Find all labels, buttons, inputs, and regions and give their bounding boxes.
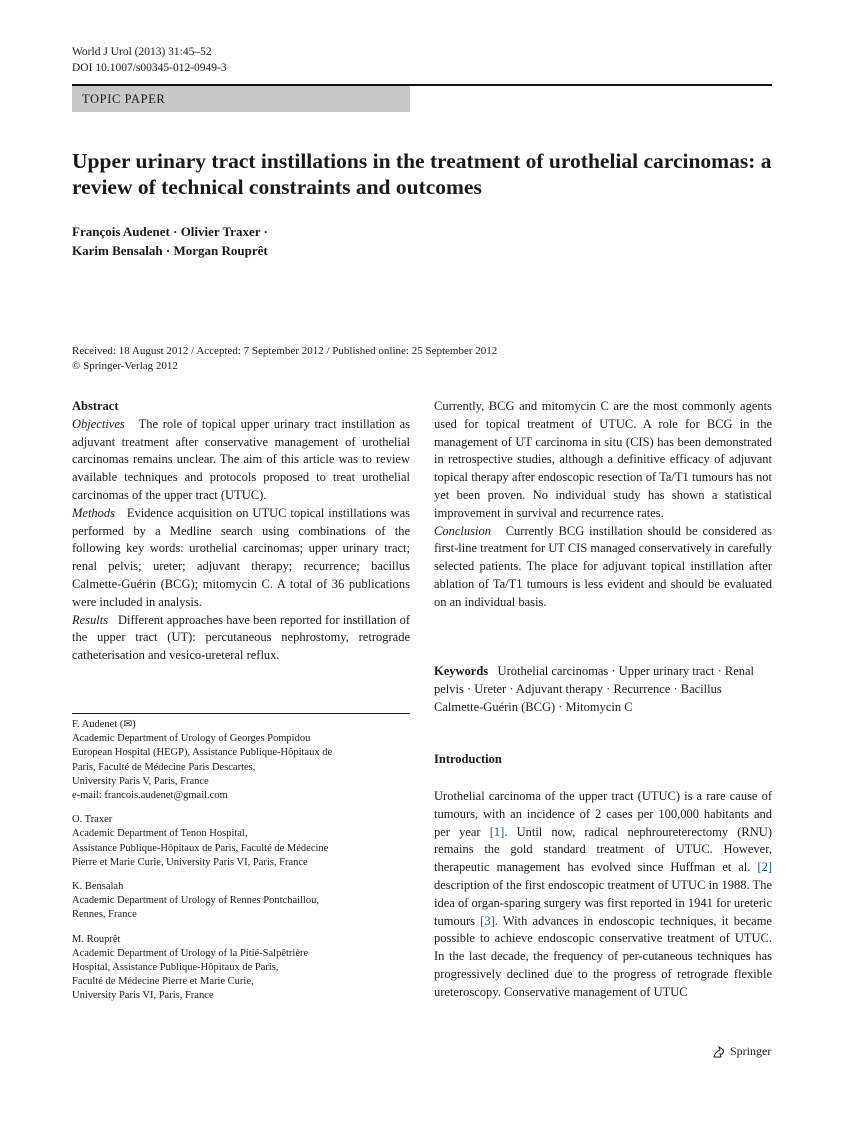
affiliation-line: Academic Department of Urology of la Pitié-Salpêtrière bbox=[72, 947, 309, 959]
received-line: Received: 18 August 2012 / Accepted: 7 September 2012 / Published online: 25 September 2012 bbox=[72, 345, 498, 357]
affiliation-author: F. Audenet (✉) bbox=[72, 719, 136, 730]
affiliation-line: Pierre et Marie Curie, University Paris VI, Paris, France bbox=[72, 856, 308, 868]
conclusion-label: Conclusion bbox=[434, 523, 491, 538]
intro-text-4: . With advances in endoscopic techniques, it became possible to achieve endoscopic conservative treatment of UTUC. In the last decade, the frequency of per-cutaneous techniques has progressively declined due to the progress of retrograde flexible ureteroscopy. Conservative management of UTUC bbox=[434, 913, 772, 999]
conclusion-text: Currently BCG instillation should be considered as first-line treatment for UT CIS managed conservatively in carefully selected patients. The place for adjuvant topical instillation after ablation of Ta/T1 tumours is less evident and should be evaluated on an individual basis. bbox=[434, 523, 773, 609]
keywords-label: Keywords bbox=[434, 664, 489, 678]
affiliation-line: Paris, Faculté de Médecine Paris Descartes, bbox=[72, 761, 256, 773]
affiliation-line: Academic Department of Urology of Rennes Pontchaillou, bbox=[72, 895, 319, 907]
author-list bbox=[72, 222, 268, 260]
methods-text: Evidence acquisition on UTUC topical instillations was performed by a Medline search using combinations of the following key words: urothelial carcinomas; upper urinary tract; renal pelvis; ureter; adjuvant therapy; recurrence; bacillus Calmette-Guérin (BCG); mitomycin C. A total of 36 publications were included in analysis. bbox=[72, 505, 410, 609]
abstract-right-column bbox=[434, 398, 772, 612]
section-label: TOPIC PAPER bbox=[72, 86, 410, 112]
affiliation-line: Academic Department of Urology of Georges Pompidou bbox=[72, 733, 311, 745]
publisher-mark bbox=[712, 1044, 771, 1059]
authors-line-2: Karim Bensalah · Morgan Rouprêt bbox=[72, 243, 268, 258]
introduction-text bbox=[434, 788, 772, 1002]
article-title: Upper urinary tract instillations in the treatment of urothelial carcinomas: a review of technical constraints and outcomes bbox=[72, 149, 772, 199]
abstract-objectives bbox=[72, 416, 410, 505]
affiliation-line: Assistance Publique-Hôpitaux de Paris, Faculté de Médecine bbox=[72, 842, 329, 854]
doi-line[interactable]: DOI 10.1007/s00345-012-0949-3 bbox=[72, 62, 227, 74]
introduction-heading: Introduction bbox=[434, 752, 502, 766]
keywords-text: Urothelial carcinomas · Upper urinary tract · Renal pelvis · Ureter · Adjuvant therapy · Recurrence · Bacillus Calmette-Guérin (BCG) · Mitomycin C bbox=[434, 664, 755, 714]
copyright-line: © Springer-Verlag 2012 bbox=[72, 360, 178, 372]
intro-text-2: . Until now, radical nephroureterectomy (RNU) remains the gold standard treatment of UTUC. However, therapeutic management has evolved since Huffman et al. bbox=[434, 824, 772, 875]
results-continued: Currently, BCG and mitomycin C are the most commonly agents used for topical treatment of UTUC. A role for BCG in the management of UT carcinoma in situ (CIS) has been demonstrated in retrospective studies, although a definitive efficacy of adjuvant topical therapy after endoscopic resection of Ta/T1 tumours has not yet been proven. No individual study has shown a statistical improvement in survival and recurrence rates. bbox=[434, 399, 772, 520]
journal-header bbox=[72, 44, 227, 76]
citation-link[interactable]: [3] bbox=[480, 913, 495, 928]
journal-citation: World J Urol (2013) 31:45–52 bbox=[72, 46, 212, 58]
publisher-name: Springer bbox=[730, 1044, 772, 1058]
methods-label: Methods bbox=[72, 505, 116, 520]
citation-link[interactable]: [2] bbox=[757, 860, 772, 875]
affiliation-line[interactable]: e-mail: francois.audenet@gmail.com bbox=[72, 790, 228, 802]
objectives-label: Objectives bbox=[72, 416, 125, 431]
affiliation-block bbox=[72, 880, 410, 923]
springer-horse-icon bbox=[712, 1045, 726, 1059]
affiliation-block bbox=[72, 718, 410, 803]
results-label: Results bbox=[72, 612, 109, 627]
citation-link[interactable]: [1] bbox=[489, 824, 505, 839]
publication-dates bbox=[72, 344, 497, 374]
abstract-heading: Abstract bbox=[72, 399, 119, 413]
affiliation-line: Academic Department of Tenon Hospital, bbox=[72, 828, 248, 840]
affiliation-author: K. Bensalah bbox=[72, 881, 124, 893]
affiliation-line: University Paris VI, Paris, France bbox=[72, 990, 214, 1002]
footnote-rule bbox=[72, 713, 410, 714]
abstract-methods bbox=[72, 505, 410, 612]
keywords bbox=[434, 663, 772, 716]
affiliation-line: University Paris V, Paris, France bbox=[72, 775, 209, 787]
affiliation-block bbox=[72, 813, 410, 870]
abstract-conclusion bbox=[434, 523, 772, 612]
intro-text-3: description of the first endoscopic treatment of UTUC in 1988. The idea of organ-sparing surgery was first reported in 1941 for ureteric tumours bbox=[434, 877, 772, 928]
affiliation-line: Faculté de Médecine Pierre et Marie Curie, bbox=[72, 976, 254, 988]
affiliation-author: O. Traxer bbox=[72, 814, 113, 826]
abstract-left-column bbox=[72, 398, 410, 665]
results-text: Different approaches have been reported for instillation of the upper tract (UT): percutaneous nephrostomy, retrograde catheterisation and vesico-ureteral reflux. bbox=[72, 612, 410, 663]
affiliation-block bbox=[72, 933, 410, 1004]
abstract-results bbox=[72, 612, 410, 665]
affiliation-line: Rennes, France bbox=[72, 909, 137, 921]
affiliation-line: European Hospital (HEGP), Assistance Publique-Hôpitaux de bbox=[72, 747, 333, 759]
affiliation-author: M. Rouprêt bbox=[72, 933, 121, 945]
affiliations bbox=[72, 718, 410, 1014]
intro-text-1: Urothelial carcinoma of the upper tract (UTUC) is a rare cause of tumours, with an incidence of 2 cases per 100,000 habitants and per year bbox=[434, 789, 772, 839]
objectives-text: The role of topical upper urinary tract instillation as adjuvant treatment after conservative management of urothelial carcinomas remains unclear. The aim of this article was to review available techniques and protocols proposed to treat urothelial carcinomas of the upper tract (UTUC). bbox=[72, 416, 410, 502]
authors-line-1: François Audenet · Olivier Traxer · bbox=[72, 224, 268, 239]
affiliation-line: Hospital, Assistance Publique-Hôpitaux de Paris, bbox=[72, 962, 279, 974]
